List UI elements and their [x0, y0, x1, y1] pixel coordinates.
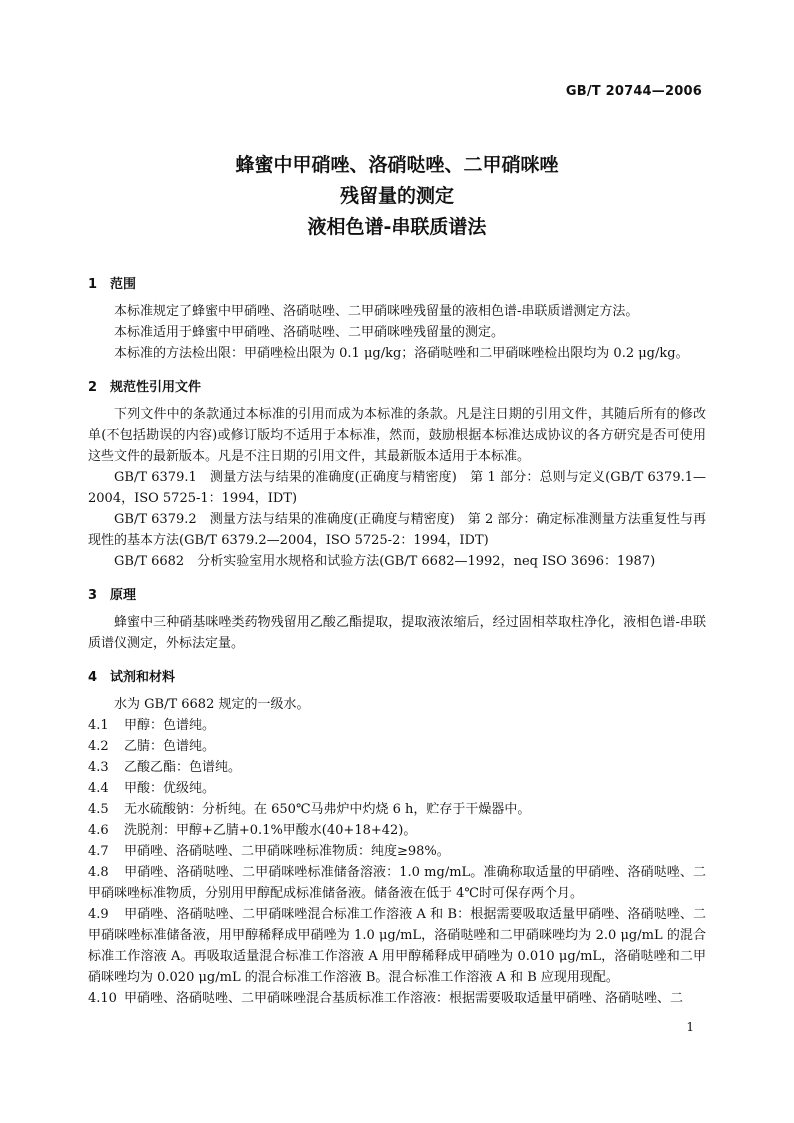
- section-title: 试剂和材料: [110, 670, 176, 685]
- section-2-heading: [88, 377, 706, 398]
- item-text: 甲硝唑、洛硝哒唑、二甲硝咪唑标准物质：纯度≥98%。: [124, 844, 450, 859]
- item-text: 甲硝唑、洛硝哒唑、二甲硝咪唑混合基质标准工作溶液：根据需要吸取适量甲硝唑、洛硝哒唑、二: [124, 991, 684, 1006]
- section-title: 原理: [110, 588, 137, 603]
- paragraph: 本标准的方法检出限：甲硝唑检出限为 0.1 μg/kg；洛硝哒唑和二甲硝咪唑检出限均为 0.2 μg/kg。: [114, 346, 689, 361]
- reference-item: GB/T 6379.2 测量方法与结果的准确度(正确度与精密度) 第 2 部分：确定标准测量方法重复性与再现性的基本方法(GB/T 6379.2—2004，ISO 5725-2：1994，IDT): [88, 512, 706, 548]
- title-line-1: 蜂蜜中甲硝唑、洛硝哒唑、二甲硝咪唑: [235, 154, 559, 176]
- item-text: 甲硝唑、洛硝哒唑、二甲硝咪唑混合标准工作溶液 A 和 B：根据需要吸取适量甲硝唑、洛硝哒唑、二甲硝咪唑标准储备液，用甲醇稀释成甲硝唑为 1.0 μg/mL，洛硝哒唑和二甲硝咪唑均为 2.0 μg/mL 的混合标准工作溶液 A。再吸取适量混合标准工作溶液 A 用甲醇稀释成甲硝唑为 0.010 μg/mL，洛硝哒唑和二甲硝咪唑均为 0.020 μg/mL 的混合标准工作溶液 B。混合标准工作溶液 A 和 B 应现用现配。: [88, 907, 706, 985]
- list-item: [88, 715, 706, 736]
- section-4-heading: [88, 667, 706, 688]
- list-item: [88, 862, 706, 904]
- item-text: 乙酸乙酯：色谱纯。: [124, 760, 242, 775]
- item-number: 4.9: [88, 907, 109, 922]
- list-item: [88, 841, 706, 862]
- list-item: [88, 904, 706, 988]
- item-number: 4.3: [88, 760, 109, 775]
- section-number: 4: [88, 670, 98, 685]
- list-item: [88, 799, 706, 820]
- item-number: 4.6: [88, 823, 109, 838]
- item-text: 甲硝唑、洛硝哒唑、二甲硝咪唑标准储备溶液：1.0 mg/mL。准确称取适量的甲硝唑、洛硝哒唑、二甲硝咪唑标准物质，分别用甲醇配成标准储备液。储备液在低于 4℃时可保存两个月。: [88, 865, 706, 901]
- paragraph: 下列文件中的条款通过本标准的引用而成为本标准的条款。凡是注日期的引用文件，其随后所有的修改单(不包括勘误的内容)或修订版均不适用于本标准，然而，鼓励根据本标准达成协议的各方研究是否可使用这些文件的最新版本。凡是不注日期的引用文件，其最新版本适用于本标准。: [88, 407, 706, 464]
- paragraph: 本标准适用于蜂蜜中甲硝唑、洛硝哒唑、二甲硝咪唑残留量的测定。: [114, 325, 505, 340]
- title-line-3: 液相色谱-串联质谱法: [307, 216, 487, 238]
- section-title: 规范性引用文件: [110, 380, 202, 395]
- document-title: [0, 150, 794, 243]
- list-item: [88, 988, 706, 1009]
- reference-item: GB/T 6379.1 测量方法与结果的准确度(正确度与精密度) 第 1 部分：总则与定义(GB/T 6379.1—2004，ISO 5725-1：1994，IDT): [88, 470, 706, 506]
- page-number: 1: [686, 1020, 694, 1034]
- title-line-2: 残留量的测定: [339, 185, 454, 207]
- section-3-heading: [88, 585, 706, 606]
- item-text: 甲醇：色谱纯。: [124, 718, 216, 733]
- standard-number: GB/T 20744—2006: [565, 84, 702, 99]
- list-item: [88, 778, 706, 799]
- item-number: 4.5: [88, 802, 109, 817]
- item-text: 乙腈：色谱纯。: [124, 739, 216, 754]
- item-number: 4.4: [88, 781, 109, 796]
- item-text: 无水硫酸钠：分析纯。在 650℃马弗炉中灼烧 6 h，贮存于干燥器中。: [124, 802, 531, 817]
- section-number: 1: [88, 277, 98, 292]
- item-number: 4.8: [88, 865, 109, 880]
- paragraph: 水为 GB/T 6682 规定的一级水。: [114, 697, 310, 712]
- section-number: 3: [88, 588, 98, 603]
- section-number: 2: [88, 380, 98, 395]
- item-number: 4.10: [88, 991, 117, 1006]
- item-text: 洗脱剂：甲醇+乙腈+0.1%甲酸水(40+18+42)。: [124, 823, 417, 838]
- paragraph: 本标准规定了蜂蜜中甲硝唑、洛硝哒唑、二甲硝咪唑残留量的液相色谱-串联质谱测定方法。: [114, 304, 639, 319]
- item-number: 4.1: [88, 718, 109, 733]
- item-number: 4.7: [88, 844, 109, 859]
- list-item: [88, 757, 706, 778]
- reference-item: GB/T 6682 分析实验室用水规格和试验方法(GB/T 6682—1992，neq ISO 3696：1987): [114, 554, 656, 569]
- section-title: 范围: [110, 277, 137, 292]
- list-item: [88, 820, 706, 841]
- section-1-heading: [88, 274, 706, 295]
- paragraph: 蜂蜜中三种硝基咪唑类药物残留用乙酸乙酯提取，提取液浓缩后，经过固相萃取柱净化，液相色谱-串联质谱仪测定，外标法定量。: [88, 615, 706, 651]
- item-number: 4.2: [88, 739, 109, 754]
- item-text: 甲酸：优级纯。: [124, 781, 216, 796]
- document-body: [88, 274, 706, 1009]
- list-item: [88, 736, 706, 757]
